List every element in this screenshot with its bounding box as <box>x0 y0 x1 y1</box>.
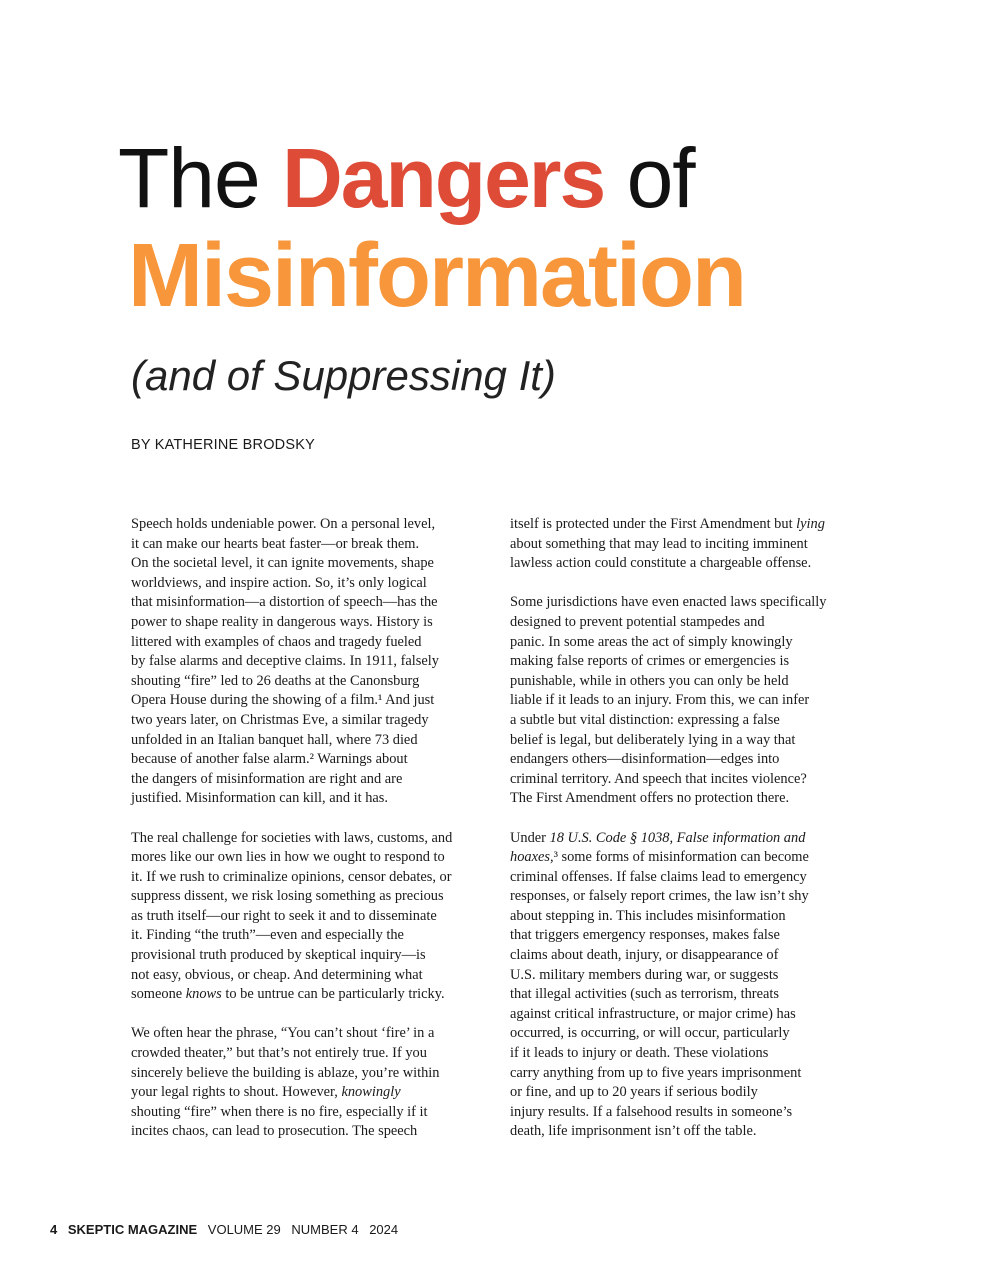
text-line: by false alarms and deceptive claims. In 1911, falsely <box>131 653 439 670</box>
paragraph <box>131 829 493 1005</box>
text-line: against critical infrastructure, or major crime) has <box>510 1005 796 1022</box>
text-line <box>510 848 862 868</box>
text-line: making false reports of crimes or emergencies is <box>510 653 790 670</box>
text-segment: someone <box>131 986 186 1003</box>
text-line: liable if it leads to an injury. From this, we can infer <box>510 692 810 709</box>
text-line: carry anything from up to five years imprisonment <box>510 1064 802 1081</box>
page-footer <box>50 1222 405 1237</box>
text-line: Opera House during the showing of a film.¹ And just <box>131 692 435 709</box>
text-line <box>131 1083 493 1103</box>
title-word-misinformation: Misinformation <box>128 226 745 326</box>
text-segment: Under <box>510 829 550 846</box>
text-line: panic. In some areas the act of simply knowingly <box>510 633 793 650</box>
paragraph <box>131 1024 493 1142</box>
text-line: criminal territory. And speech that incites violence? <box>510 770 807 787</box>
byline: BY KATHERINE BRODSKY <box>131 437 315 453</box>
text-line: that misinformation—a distortion of speech—has the <box>131 594 438 611</box>
title-line-1 <box>118 130 938 226</box>
text-line: suppress dissent, we risk losing something as precious <box>131 888 444 905</box>
article-title <box>118 130 938 326</box>
paragraph <box>510 515 862 574</box>
text-line: death, life imprisonment isn’t off the table. <box>510 1123 757 1140</box>
text-line: The First Amendment offers no protection there. <box>510 790 790 807</box>
text-line: that triggers emergency responses, makes false <box>510 927 780 944</box>
text-line: responses, or falsely report crimes, the law isn’t shy <box>510 888 809 905</box>
left-column <box>131 515 493 1162</box>
text-line: because of another false alarm.² Warnings about <box>131 751 408 768</box>
text-line: crowded theater,” but that’s not entirely true. If you <box>131 1045 427 1062</box>
article-subtitle: (and of Suppressing It) <box>131 352 556 399</box>
volume-label: VOLUME 29 <box>207 1222 281 1237</box>
text-line: sincerely believe the building is ablaze, you’re within <box>131 1064 440 1081</box>
text-line: or fine, and up to 20 years if serious bodily <box>510 1084 758 1101</box>
text-line: as truth itself—our right to seek it and to disseminate <box>131 907 437 924</box>
text-line: that illegal activities (such as terrorism, threats <box>510 986 779 1003</box>
emphasis-text: 18 U.S. Code § 1038, False information and <box>549 829 806 846</box>
title-word-the: The <box>118 131 260 225</box>
text-line: incites chaos, can lead to prosecution. The speech <box>131 1123 418 1140</box>
emphasis-text: hoaxes <box>510 849 550 866</box>
emphasis-text: lying <box>796 516 825 532</box>
text-line: On the societal level, it can ignite movements, shape <box>131 555 434 572</box>
text-line: shouting “fire” led to 26 deaths at the Canonsburg <box>131 672 420 689</box>
magazine-name: SKEPTIC MAGAZINE <box>67 1222 198 1237</box>
text-line <box>510 829 862 849</box>
emphasis-text: knows <box>185 986 222 1003</box>
paragraph <box>510 829 862 1143</box>
text-line: it. Finding “the truth”—even and especially the <box>131 927 404 944</box>
text-line: occurred, is occurring, or will occur, particularly <box>510 1025 790 1042</box>
text-segment: your legal rights to shout. However, <box>131 1084 342 1101</box>
text-line: it. If we rush to criminalize opinions, censor debates, or <box>131 868 452 885</box>
text-line: U.S. military members during war, or suggests <box>510 966 779 983</box>
text-line: the dangers of misinformation are right and are <box>131 770 403 787</box>
text-line: unfolded in an Italian banquet hall, where 73 died <box>131 731 418 748</box>
text-line: about stepping in. This includes misinformation <box>510 907 786 924</box>
text-line: belief is legal, but deliberately lying in a way that <box>510 731 796 748</box>
year-label: 2024 <box>369 1222 399 1237</box>
text-segment: to be untrue can be particularly tricky. <box>221 986 445 1003</box>
text-line: claims about death, injury, or disappearance of <box>510 947 779 964</box>
text-line: criminal offenses. If false claims lead to emergency <box>510 868 807 885</box>
text-line: shouting “fire” when there is no fire, especially if it <box>131 1103 428 1120</box>
text-segment: itself is protected under the First Amendment but <box>510 516 797 532</box>
text-line <box>131 985 493 1005</box>
text-line: power to shape reality in dangerous ways. History is <box>131 613 433 630</box>
text-line: injury results. If a falsehood results in someone’s <box>510 1103 793 1120</box>
text-line <box>510 515 862 535</box>
paragraph <box>131 515 493 809</box>
text-line: a subtle but vital distinction: expressing a false <box>510 711 780 728</box>
page-number: 4 <box>50 1222 58 1237</box>
title-word-of: of <box>626 131 695 225</box>
text-line: worldviews, and inspire action. So, it’s only logical <box>131 574 427 591</box>
paragraph <box>510 593 862 809</box>
text-line: We often hear the phrase, “You can’t shout ‘fire’ in a <box>131 1025 435 1042</box>
text-segment: ,³ some forms of misinformation can become <box>549 849 809 866</box>
issue-number-label: NUMBER 4 <box>291 1222 359 1237</box>
text-line: provisional truth produced by skeptical inquiry—is <box>131 947 426 964</box>
text-line: if it leads to injury or death. These violations <box>510 1045 769 1062</box>
title-word-dangers: Dangers <box>282 131 605 225</box>
text-line: two years later, on Christmas Eve, a similar tragedy <box>131 711 429 728</box>
text-line: about something that may lead to inciting imminent <box>510 535 808 552</box>
text-line: lawless action could constitute a chargeable offense. <box>510 555 812 572</box>
text-line: littered with examples of chaos and tragedy fueled <box>131 633 422 650</box>
text-line: Speech holds undeniable power. On a personal level, <box>131 516 436 532</box>
text-line: it can make our hearts beat faster—or break them. <box>131 535 420 552</box>
text-line: endangers others—disinformation—edges into <box>510 751 780 768</box>
text-line: mores like our own lies in how we ought to respond to <box>131 849 445 866</box>
text-line: Some jurisdictions have even enacted laws specifically <box>510 594 827 611</box>
right-column <box>510 515 862 1162</box>
text-line: not easy, obvious, or cheap. And determining what <box>131 966 423 983</box>
emphasis-text: knowingly <box>341 1084 401 1101</box>
text-line: justified. Misinformation can kill, and it has. <box>131 790 388 807</box>
text-line: punishable, while in others you can only be held <box>510 672 789 689</box>
text-line: The real challenge for societies with laws, customs, and <box>131 829 453 846</box>
text-line: designed to prevent potential stampedes and <box>510 613 765 630</box>
